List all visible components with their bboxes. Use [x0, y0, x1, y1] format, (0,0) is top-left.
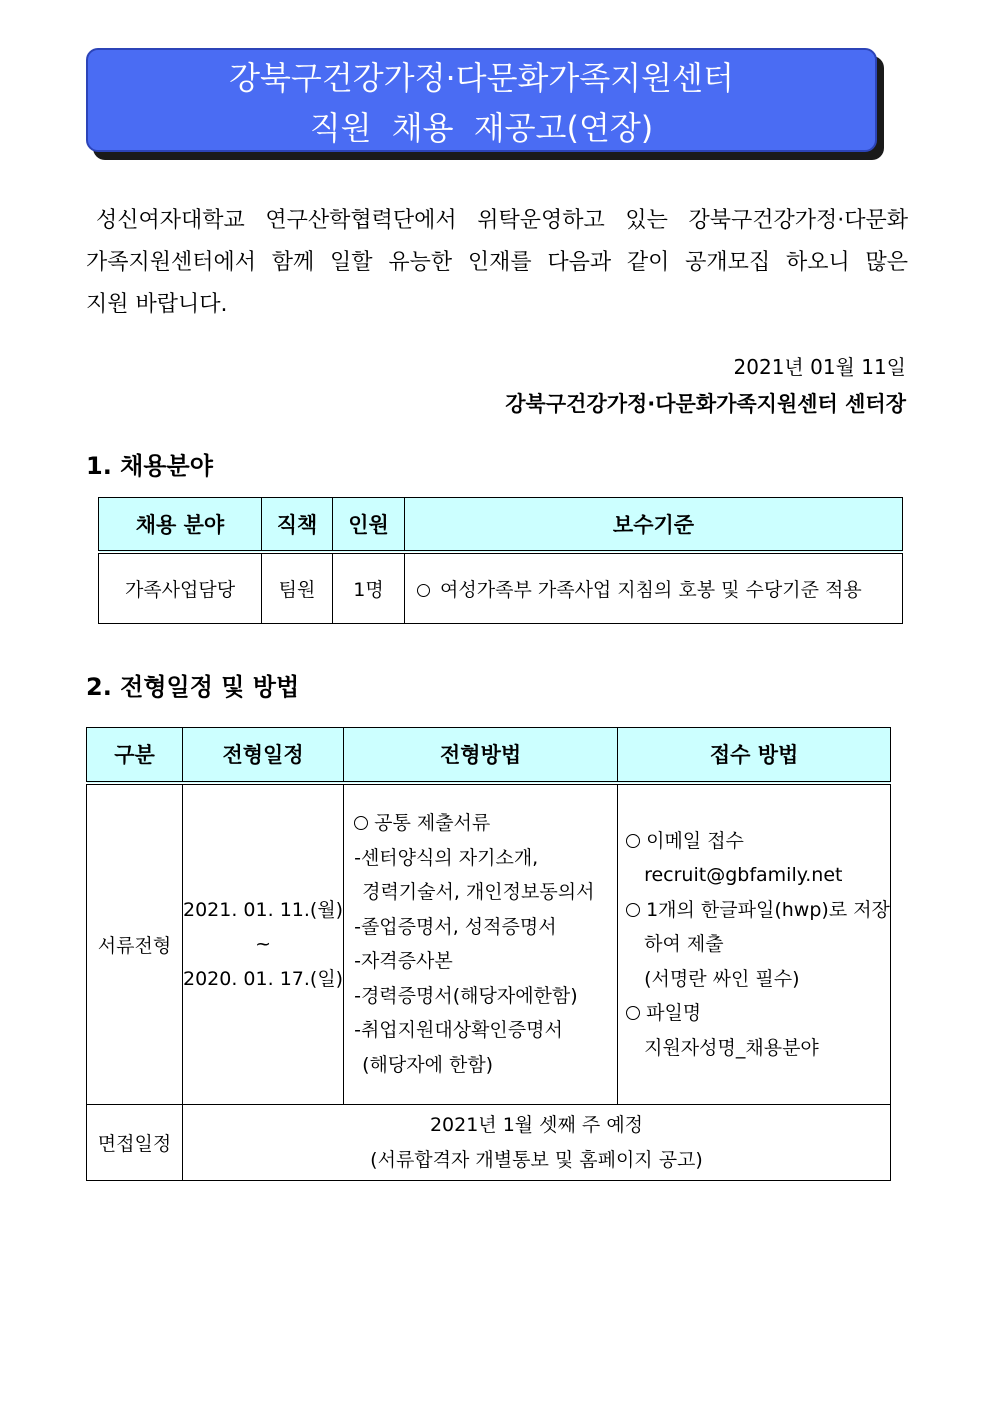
banner-title: 강북구건강가정·다문화가족지원센터	[229, 59, 734, 97]
cell-count: 1명	[333, 552, 405, 624]
doc-stage-label: 서류전형	[87, 783, 183, 1105]
section-2-title: 2. 전형일정 및 방법	[86, 673, 300, 701]
method-line: -자격증사본	[354, 950, 453, 973]
method-line: -경력증명서(해당자에한함)	[354, 984, 578, 1007]
method-line: 공통 제출서류	[354, 806, 617, 841]
method-line: -졸업증명서, 성적증명서	[354, 915, 557, 938]
selection-schedule-table	[86, 727, 891, 1181]
receipt-line: (서명란 싸인 필수)	[644, 967, 800, 990]
method-line: (해당자에 한함)	[362, 1053, 494, 1076]
receipt-line: 지원자성명_채용분야	[644, 1036, 819, 1059]
interview-line-2: (서류합격자 개별통보 및 홈페이지 공고)	[370, 1148, 703, 1171]
pay-text: 여성가족부 가족사업 지침의 호봉 및 수당기준 적용	[440, 578, 862, 601]
interview-line-1: 2021년 1월 셋째 주 예정	[429, 1114, 644, 1136]
section-1-title: 1. 채용분야	[86, 452, 213, 480]
circle-bullet-icon	[626, 1006, 640, 1020]
receipt-line: 1개의 한글파일(hwp)로 저장	[626, 893, 890, 928]
doc-stage-receipt	[618, 783, 891, 1105]
doc-stage-schedule	[183, 783, 344, 1105]
circle-bullet-icon	[626, 903, 640, 917]
interview-detail	[183, 1105, 891, 1181]
circle-bullet-icon	[626, 834, 640, 848]
title-banner	[86, 48, 877, 152]
header-category: 구분	[87, 728, 183, 783]
method-line: -취업지원대상확인증명서	[354, 1019, 563, 1042]
cell-pay	[405, 552, 903, 624]
announcement-date: 2021년 01월 11일	[733, 355, 906, 379]
interview-label: 면접일정	[87, 1105, 183, 1181]
schedule-end: 2020. 01. 17.(일)	[183, 967, 344, 990]
cell-field: 가족사업담당	[99, 552, 262, 624]
circle-bullet-icon	[417, 584, 430, 597]
receipt-line: 파일명	[626, 996, 890, 1031]
header-method: 전형방법	[344, 728, 618, 783]
header-schedule: 전형일정	[183, 728, 344, 783]
cell-position: 팀원	[262, 552, 333, 624]
circle-bullet-icon	[354, 816, 368, 830]
signature: 강북구건강가정·다문화가족지원센터 센터장	[505, 392, 906, 416]
intro-line-2: 가족지원센터에서 함께 일할 유능한 인재를 다음과 같이 공개모집 하오니 많은	[86, 250, 908, 275]
header-count: 인원	[333, 498, 405, 552]
intro-line-3: 지원 바랍니다.	[86, 292, 228, 317]
method-line: -센터양식의 자기소개,	[354, 846, 539, 869]
recruitment-field-table	[98, 497, 903, 624]
intro-line-1: 성신여자대학교 연구산학협력단에서 위탁운영하고 있는 강북구건강가정·다문화	[96, 208, 908, 233]
header-field: 채용 분야	[99, 498, 262, 552]
header-receipt: 접수 방법	[618, 728, 891, 783]
header-position: 직책	[262, 498, 333, 552]
schedule-tilde: ~	[255, 933, 271, 955]
receipt-line: 이메일 접수	[626, 824, 890, 859]
schedule-start: 2021. 01. 11.(월)	[183, 898, 344, 921]
header-pay: 보수기준	[405, 498, 903, 552]
method-line: 경력기술서, 개인정보동의서	[362, 881, 595, 904]
intro-paragraph	[86, 200, 908, 284]
receipt-line: 하여 제출	[644, 933, 724, 955]
receipt-email: recruit@gbfamily.net	[644, 864, 843, 886]
banner-subtitle: 직원 채용 재공고(연장)	[309, 109, 654, 147]
doc-stage-method	[344, 783, 618, 1105]
